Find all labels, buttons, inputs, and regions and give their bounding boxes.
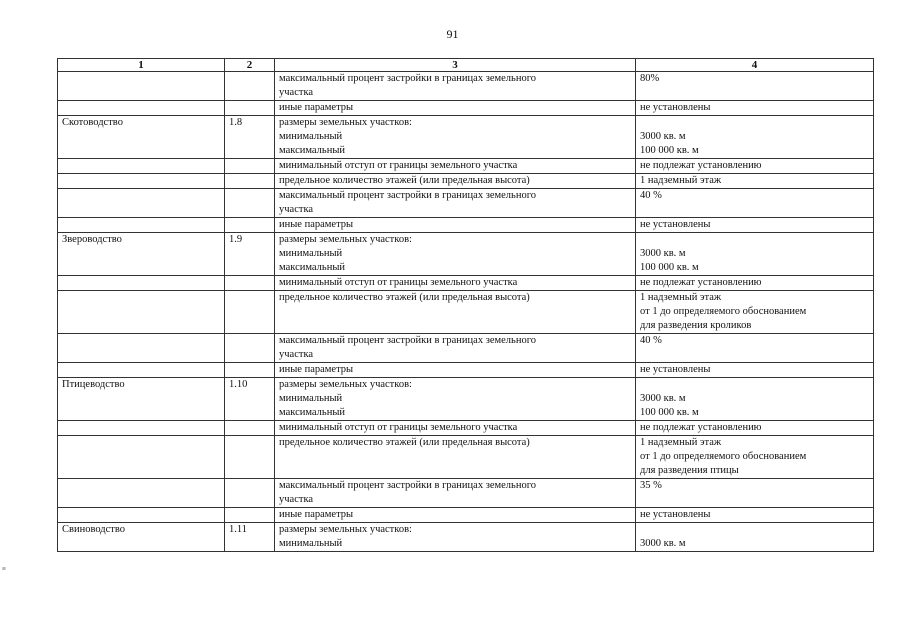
value-line: не установлены bbox=[640, 364, 711, 375]
table-row bbox=[58, 436, 874, 479]
parameter-line: предельное количество этажей (или предельная высота) bbox=[279, 175, 530, 186]
value-line: не подлежат установлению bbox=[640, 160, 762, 171]
value-line: 40 % bbox=[640, 190, 662, 201]
value-line: 40 % bbox=[640, 335, 662, 346]
parameter-line: размеры земельных участков: bbox=[279, 117, 412, 128]
value-cell bbox=[636, 233, 874, 276]
code-cell bbox=[225, 508, 275, 523]
value-cell bbox=[636, 436, 874, 479]
value-line: от 1 до определяемого обоснованием bbox=[640, 451, 807, 462]
value-line: не установлены bbox=[640, 219, 711, 230]
value-line: не подлежат установлению bbox=[640, 422, 762, 433]
activity-name-cell bbox=[58, 218, 225, 233]
value-line: 1 надземный этаж bbox=[640, 175, 722, 186]
parameter-line: максимальный процент застройки в границах земельного bbox=[279, 73, 537, 84]
table-row bbox=[58, 276, 874, 291]
code-cell: 1.8 bbox=[225, 116, 275, 159]
value-line: 100 000 кв. м bbox=[640, 145, 699, 156]
table-row bbox=[58, 233, 874, 276]
value-cell bbox=[636, 159, 874, 174]
value-line: 1 надземный этаж bbox=[640, 437, 722, 448]
parameter-cell bbox=[275, 276, 636, 291]
header-row bbox=[58, 59, 874, 72]
parameter-line: максимальный bbox=[279, 145, 345, 156]
value-line: 3000 кв. м bbox=[640, 538, 686, 549]
column-header: 4 bbox=[636, 59, 874, 72]
parameter-line: максимальный процент застройки в границах земельного bbox=[279, 480, 537, 491]
code-cell bbox=[225, 291, 275, 334]
parameter-line: иные параметры bbox=[279, 509, 354, 520]
parameter-cell bbox=[275, 116, 636, 159]
value-line bbox=[640, 233, 869, 247]
code-cell: 1.11 bbox=[225, 523, 275, 552]
table-row bbox=[58, 189, 874, 218]
code-cell bbox=[225, 159, 275, 174]
parameter-line: максимальный bbox=[279, 407, 345, 418]
table-row bbox=[58, 116, 874, 159]
code-cell bbox=[225, 334, 275, 363]
activity-name-cell: Птицеводство bbox=[58, 378, 225, 421]
value-line bbox=[640, 378, 869, 392]
value-cell bbox=[636, 378, 874, 421]
parameter-cell bbox=[275, 421, 636, 436]
code-cell bbox=[225, 101, 275, 116]
code-cell bbox=[225, 174, 275, 189]
parameter-line: предельное количество этажей (или предельная высота) bbox=[279, 292, 530, 303]
parameter-cell bbox=[275, 479, 636, 508]
parameter-cell bbox=[275, 436, 636, 479]
activity-name-cell bbox=[58, 159, 225, 174]
parameter-line: размеры земельных участков: bbox=[279, 379, 412, 390]
value-line: не подлежат установлению bbox=[640, 277, 762, 288]
column-header: 2 bbox=[225, 59, 275, 72]
parameter-line: минимальный bbox=[279, 248, 343, 259]
parameter-line: участка bbox=[279, 87, 314, 98]
value-cell bbox=[636, 218, 874, 233]
value-cell bbox=[636, 72, 874, 101]
value-cell bbox=[636, 421, 874, 436]
code-cell: 1.10 bbox=[225, 378, 275, 421]
activity-name-cell bbox=[58, 101, 225, 116]
value-line: для разведения кроликов bbox=[640, 320, 752, 331]
parameter-line: максимальный процент застройки в границах земельного bbox=[279, 335, 537, 346]
value-line: 100 000 кв. м bbox=[640, 407, 699, 418]
column-header: 1 bbox=[58, 59, 225, 72]
code-cell bbox=[225, 72, 275, 101]
activity-name-cell bbox=[58, 508, 225, 523]
value-cell bbox=[636, 334, 874, 363]
activity-name-cell bbox=[58, 479, 225, 508]
value-cell bbox=[636, 116, 874, 159]
parameter-line: участка bbox=[279, 494, 314, 505]
value-line: для разведения птицы bbox=[640, 465, 739, 476]
parameter-line: участка bbox=[279, 349, 314, 360]
code-cell bbox=[225, 363, 275, 378]
value-cell bbox=[636, 508, 874, 523]
parameter-line: иные параметры bbox=[279, 102, 354, 113]
activity-name-cell: Звероводство bbox=[58, 233, 225, 276]
parameter-cell bbox=[275, 101, 636, 116]
page-number: 91 bbox=[446, 27, 459, 41]
parameter-line: минимальный отступ от границы земельного участка bbox=[279, 160, 518, 171]
parameter-line: минимальный отступ от границы земельного участка bbox=[279, 277, 518, 288]
table-row bbox=[58, 508, 874, 523]
value-line: 3000 кв. м bbox=[640, 248, 686, 259]
table-row bbox=[58, 523, 874, 552]
parameter-line: минимальный bbox=[279, 393, 343, 404]
activity-name-cell: Свиноводство bbox=[58, 523, 225, 552]
code-cell bbox=[225, 479, 275, 508]
parameter-cell bbox=[275, 218, 636, 233]
activity-name-cell bbox=[58, 421, 225, 436]
code-cell bbox=[225, 218, 275, 233]
value-line: 3000 кв. м bbox=[640, 393, 686, 404]
value-line: не установлены bbox=[640, 509, 711, 520]
value-cell bbox=[636, 101, 874, 116]
value-cell bbox=[636, 174, 874, 189]
parameter-line: максимальный bbox=[279, 262, 345, 273]
activity-name-cell bbox=[58, 291, 225, 334]
value-line bbox=[640, 523, 869, 537]
value-line: 100 000 кв. м bbox=[640, 262, 699, 273]
table-row bbox=[58, 363, 874, 378]
value-cell bbox=[636, 523, 874, 552]
table-row bbox=[58, 378, 874, 421]
code-cell bbox=[225, 189, 275, 218]
value-line: 1 надземный этаж bbox=[640, 292, 722, 303]
table-row bbox=[58, 479, 874, 508]
parameter-line: предельное количество этажей (или предельная высота) bbox=[279, 437, 530, 448]
code-cell bbox=[225, 436, 275, 479]
parameter-cell bbox=[275, 72, 636, 101]
parameter-cell bbox=[275, 159, 636, 174]
activity-name-cell bbox=[58, 363, 225, 378]
parameters-table bbox=[57, 58, 874, 552]
value-line: не установлены bbox=[640, 102, 711, 113]
activity-name-cell bbox=[58, 436, 225, 479]
parameter-line: иные параметры bbox=[279, 219, 354, 230]
table-row bbox=[58, 174, 874, 189]
value-line: 3000 кв. м bbox=[640, 131, 686, 142]
code-cell bbox=[225, 421, 275, 436]
code-cell: 1.9 bbox=[225, 233, 275, 276]
parameter-line: минимальный bbox=[279, 538, 343, 549]
table-body bbox=[58, 72, 874, 552]
parameter-line: участка bbox=[279, 204, 314, 215]
parameter-cell bbox=[275, 189, 636, 218]
value-line: 35 % bbox=[640, 480, 662, 491]
table-row bbox=[58, 291, 874, 334]
activity-name-cell bbox=[58, 72, 225, 101]
column-header: 3 bbox=[275, 59, 636, 72]
value-line: от 1 до определяемого обоснованием bbox=[640, 306, 807, 317]
parameter-cell bbox=[275, 174, 636, 189]
table-row bbox=[58, 159, 874, 174]
value-cell bbox=[636, 479, 874, 508]
table-row bbox=[58, 218, 874, 233]
value-line: 80% bbox=[640, 73, 660, 84]
parameter-line: максимальный процент застройки в границах земельного bbox=[279, 190, 537, 201]
parameter-cell bbox=[275, 363, 636, 378]
value-line bbox=[640, 116, 869, 130]
activity-name-cell bbox=[58, 276, 225, 291]
table-row bbox=[58, 72, 874, 101]
activity-name-cell bbox=[58, 334, 225, 363]
parameter-line: иные параметры bbox=[279, 364, 354, 375]
value-cell bbox=[636, 363, 874, 378]
parameter-cell bbox=[275, 233, 636, 276]
value-cell bbox=[636, 189, 874, 218]
table-row bbox=[58, 421, 874, 436]
value-cell bbox=[636, 276, 874, 291]
parameter-cell bbox=[275, 291, 636, 334]
code-cell bbox=[225, 276, 275, 291]
parameter-line: минимальный bbox=[279, 131, 343, 142]
parameter-line: размеры земельных участков: bbox=[279, 524, 412, 535]
margin-mark: ≡ bbox=[2, 565, 6, 573]
parameter-line: минимальный отступ от границы земельного участка bbox=[279, 422, 518, 433]
table-row bbox=[58, 334, 874, 363]
parameter-cell bbox=[275, 378, 636, 421]
value-cell bbox=[636, 291, 874, 334]
parameter-cell bbox=[275, 523, 636, 552]
activity-name-cell: Скотоводство bbox=[58, 116, 225, 159]
parameter-line: размеры земельных участков: bbox=[279, 234, 412, 245]
parameter-cell bbox=[275, 334, 636, 363]
activity-name-cell bbox=[58, 189, 225, 218]
parameter-cell bbox=[275, 508, 636, 523]
activity-name-cell bbox=[58, 174, 225, 189]
table-row bbox=[58, 101, 874, 116]
